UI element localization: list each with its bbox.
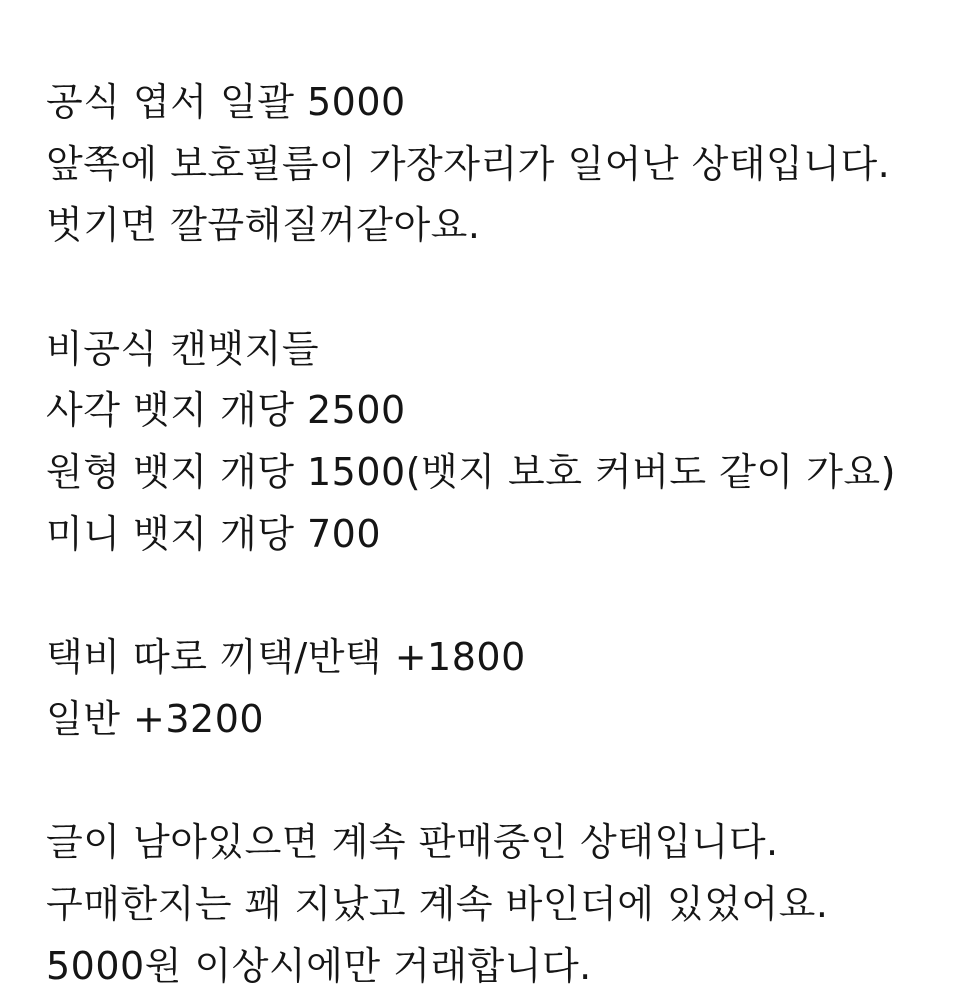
square-badge-price-line: 사각 뱃지 개당 2500 bbox=[46, 388, 406, 433]
listing-text bbox=[46, 72, 936, 997]
shipping-fee-line: 택비 따로 끼택/반택 +1800 bbox=[46, 635, 526, 680]
purchase-history-line: 구매한지는 꽤 지났고 계속 바인더에 있었어요. bbox=[46, 881, 829, 926]
postcard-price-line: 공식 엽서 일괄 5000 bbox=[46, 80, 406, 124]
availability-note-line: 글이 남아있으면 계속 판매중인 상태입니다. bbox=[46, 820, 779, 865]
postcard-condition-line: 앞쪽에 보호필름이 가장자리가 일어난 상태입니다. bbox=[46, 141, 891, 186]
spacer bbox=[46, 566, 936, 628]
mini-badge-price-line: 미니 뱃지 개당 700 bbox=[46, 511, 382, 556]
spacer bbox=[46, 751, 936, 813]
badges-heading-line: 비공식 캔뱃지들 bbox=[46, 326, 320, 371]
regular-shipping-line: 일반 +3200 bbox=[46, 696, 265, 741]
minimum-order-line: 5000원 이상시에만 거래합니다. bbox=[46, 943, 592, 988]
postcard-note-line: 벗기면 깔끔해질꺼같아요. bbox=[46, 203, 481, 248]
spacer bbox=[46, 257, 936, 319]
round-badge-price-line: 원형 뱃지 개당 1500(뱃지 보호 커버도 같이 가요) bbox=[46, 450, 896, 495]
